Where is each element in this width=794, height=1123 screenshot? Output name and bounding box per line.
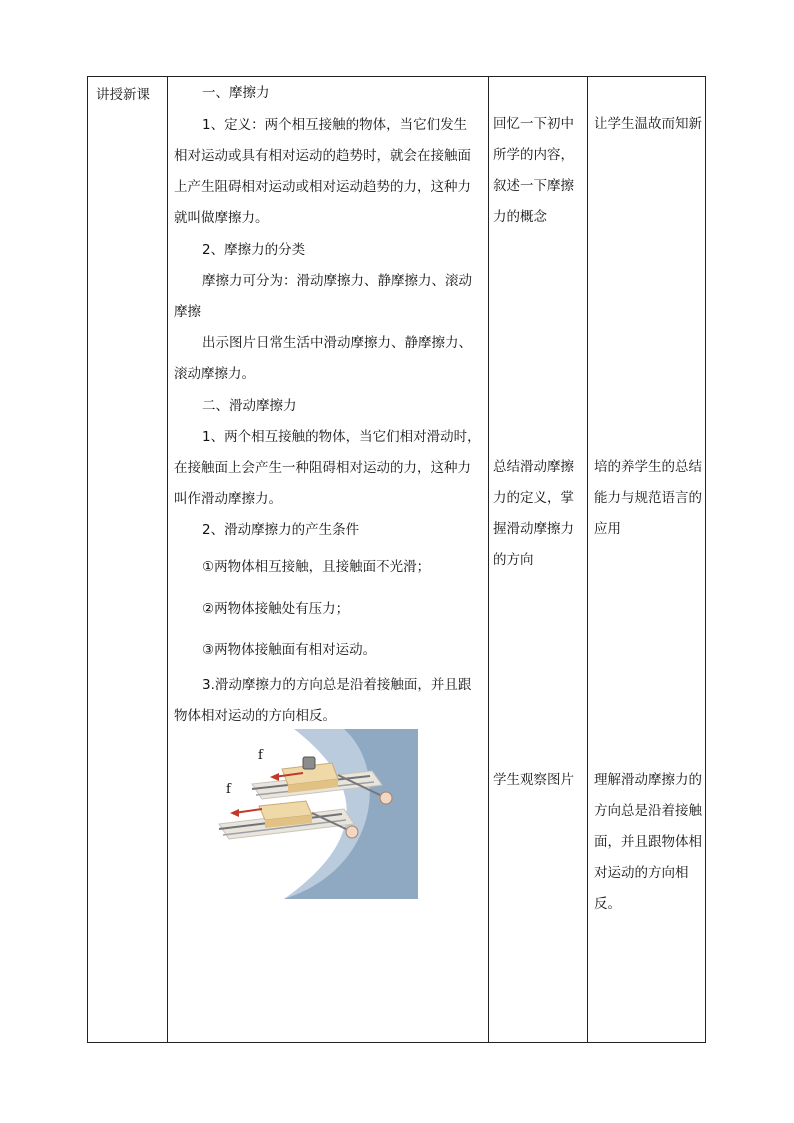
text-line: 叫作滑动摩擦力。 xyxy=(174,491,282,507)
column-divider xyxy=(587,77,588,1042)
section-title: 一、摩擦力 xyxy=(202,85,270,101)
text-line: 就叫做摩擦力。 xyxy=(174,210,269,226)
force-label-bottom: f xyxy=(226,782,231,797)
section-label: 讲授新课 xyxy=(96,87,150,103)
student-activity-2: 总结滑动摩擦力的定义，掌握滑动摩擦力的方向 xyxy=(493,459,574,568)
condition-item: ③两物体接触面有相对运动。 xyxy=(202,642,377,658)
design-intent-1: 让学生温故而知新 xyxy=(594,116,702,132)
text-line: 上产生阻碍相对运动或相对运动趋势的力，这种力 xyxy=(174,179,471,195)
section-title: 二、滑动摩擦力 xyxy=(202,398,297,414)
condition-item: ②两物体接触处有压力； xyxy=(202,601,350,617)
lesson-table xyxy=(87,76,706,1043)
text-line: 2、摩擦力的分类 xyxy=(202,242,306,258)
text-line: 1、定义：两个相互接触的物体，当它们发生 xyxy=(202,117,468,133)
condition-item: ①两物体相互接触，且接触面不光滑； xyxy=(202,559,431,575)
text-line: 1、两个相互接触的物体，当它们相对滑动时， xyxy=(202,429,481,445)
text-line: 摩擦 xyxy=(174,304,201,320)
sliding-friction-figure xyxy=(204,729,418,899)
text-line: 出示图片日常生活中滑动摩擦力、静摩擦力、 xyxy=(202,335,472,351)
text-line: 摩擦力可分为：滑动摩擦力、静摩擦力、滚动 xyxy=(202,273,472,289)
text-line: 3.滑动摩擦力的方向总是沿着接触面，并且跟 xyxy=(202,677,472,693)
text-line: 相对运动或具有相对运动的趋势时，就会在接触面 xyxy=(174,148,471,164)
text-line: 滚动摩擦力。 xyxy=(174,366,255,382)
student-activity-3: 学生观察图片 xyxy=(493,772,574,788)
student-activity-1: 回忆一下初中所学的内容，叙述一下摩擦力的概念 xyxy=(493,116,574,225)
design-intent-2: 培的养学生的总结能力与规范语言的应用 xyxy=(594,459,702,537)
text-line: 2、滑动摩擦力的产生条件 xyxy=(202,522,360,538)
force-label-top: f xyxy=(258,748,263,763)
text-line: 在接触面上会产生一种阻碍相对运动的力，这种力 xyxy=(174,460,471,476)
column-divider xyxy=(488,77,489,1042)
column-divider xyxy=(167,77,168,1042)
design-intent-3: 理解滑动摩擦力的方向总是沿着接触面，并且跟物体相对运动的方向相反。 xyxy=(594,772,702,912)
text-line: 物体相对运动的方向相反。 xyxy=(174,708,336,724)
